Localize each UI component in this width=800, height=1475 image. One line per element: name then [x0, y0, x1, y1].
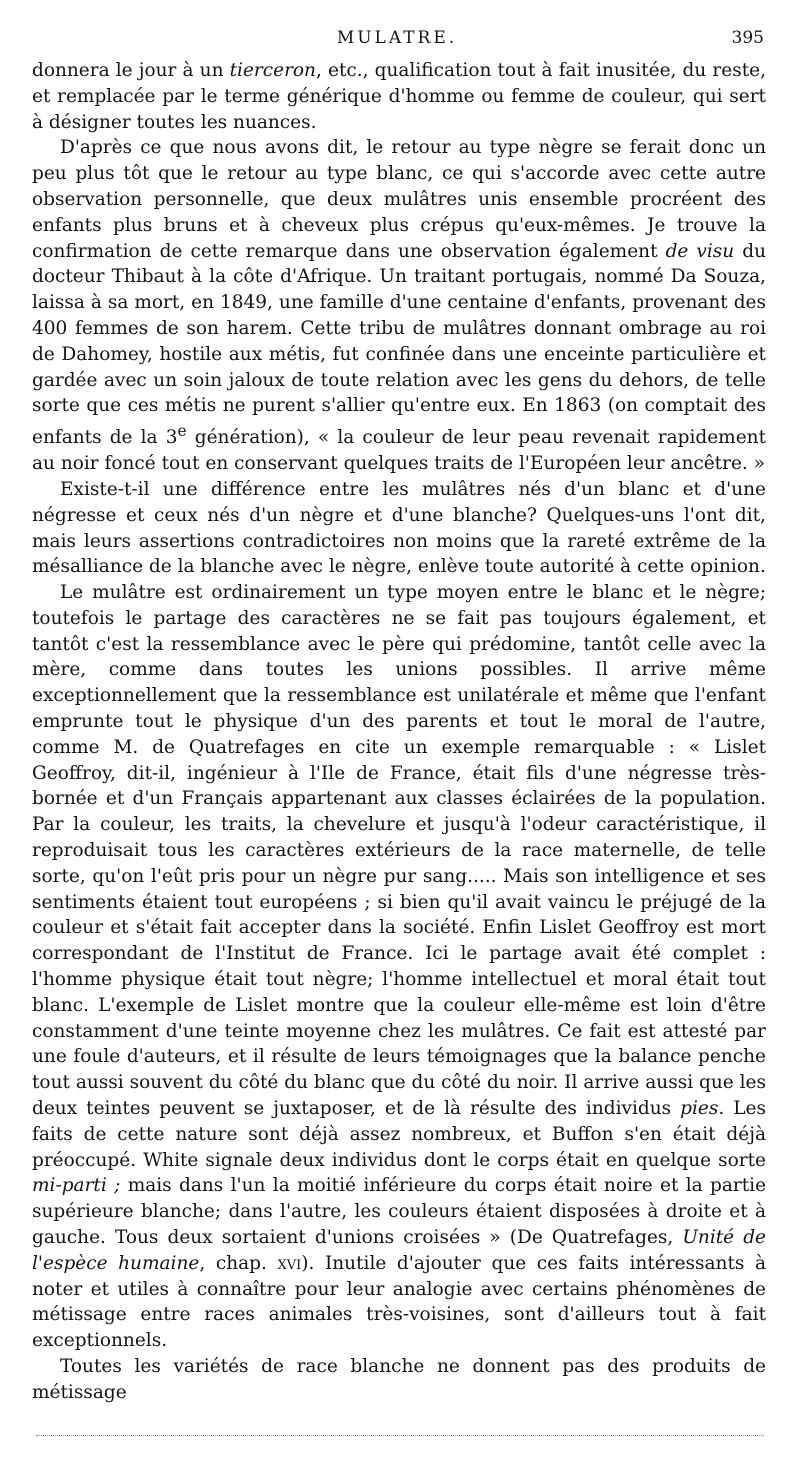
italic-text: de visu	[665, 240, 735, 262]
running-title: MULATRE.	[336, 28, 458, 48]
footer-dotted-rule	[36, 1435, 764, 1436]
smallcaps-text: xvi	[277, 1252, 302, 1274]
running-head	[30, 28, 764, 54]
text-run: , etc., qualification tout à fait inusitée, du reste, et remplacée par le terme générique d'homme ou femme de couleur, qui sert à désigner toutes les nuances.	[32, 60, 766, 133]
text-run: Existe-t-il une différence entre les mulâtres nés d'un blanc et d'une négresse et ceux nés d'un nègre et d'une blanche? Quelques-uns l'ont dit, mais leurs assertions contradictoires non moins que la rareté extrême de la mésalliance de la blanche avec le nègre, enlève toute autorité à cette opinion.	[32, 478, 766, 578]
text-run: génération), « la couleur de leur peau revenait rapidement au noir foncé tout en conservant quelques traits de l'Européen leur ancêtre. »	[32, 427, 767, 475]
text-run: Le mulâtre est ordinairement un type moyen entre le blanc et le nègre; toutefois le partage des caractères ne se fait pas toujours également, et tantôt c'est la ressemblance avec le père qui prédomine, tantôt celle avec la mère, comme dans toutes les unions possibles. Il arrive même exceptionnellement que la ressemblance est unilatérale et même que l'enfant emprunte tout le physique d'un des parents et tout le moral de l'autre, comme M. de Quatrefages en cite un exemple remarquable : « Lislet Geoffroy, dit-il, ingénieur à l'Ile de France, était fils d'une négresse très-bornée et d'un Français appartenant aux classes éclairées de la population. Par la couleur, les traits, la chevelure et jusqu'à l'odeur caractéristique, il reproduisait tous les caractères extérieurs de la race maternelle, de telle sorte, qu'on l'eût pris pour un nègre pur sang..... Mais son intelligence et ses sentiments étaient tout européens ; si bien qu'il avait vaincu le préjugé de la couleur et s'était fait accepter dans la société. Enfin Lislet Geoffroy est mort correspondant de l'Institut de France. Ici le partage avait été complet : l'homme physique était tout nègre; l'homme intellectuel et moral était tout blanc. L'exemple de Lislet montre que la couleur elle-même est loin d'être constamment d'une teinte moyenne chez les mulâtres. Ce fait est attesté par une foule d'auteurs, et il résulte de leurs témoignages que la balance penche tout aussi souvent du côté du blanc que du côté du noir. Il arrive aussi que les deux teintes peuvent se juxtaposer, et de là résulte des individus	[32, 582, 766, 1120]
body-text	[32, 58, 766, 1406]
text-run: , chap.	[199, 1252, 278, 1274]
text-run: . Les faits de cette nature sont déjà assez nombreux, et Buffon s'en était déjà préoccupé. White signale deux individus dont le corps était en quelque sorte	[32, 1098, 766, 1171]
paragraph	[32, 477, 766, 580]
paragraph	[32, 135, 766, 477]
superscript-text: e	[177, 422, 187, 441]
paragraph	[32, 580, 766, 1354]
paragraph	[32, 58, 766, 135]
paragraph	[32, 1354, 766, 1406]
italic-text: pies	[680, 1098, 719, 1120]
text-run: donnera le jour à un	[32, 60, 230, 81]
text-run: ). Inutile d'ajouter que ces faits intéressants à noter et utiles à connaître pour leur analogie avec certains phénomènes de métissage entre races animales très-voisines, sont d'ailleurs tout à fait exceptionnels.	[32, 1252, 767, 1352]
text-run: Toutes les variétés de race blanche ne donnent pas des produits de métissage	[32, 1356, 766, 1403]
italic-text: mi-parti ;	[32, 1175, 121, 1197]
italic-text: tierceron	[229, 60, 316, 81]
page-number: 395	[731, 28, 764, 48]
italic-text: Unité de l'espèce humaine	[32, 1227, 766, 1274]
text-run: du docteur Thibaut à la côte d'Afrique. Un traitant portugais, nommé Da Souza, laissa à sa mort, en 1849, une famille d'une centaine d'enfants, provenant des 400 femmes de son harem. Cette tribu de mulâtres donnant ombrage au roi de Dahomey, hostile aux métis, fut confinée dans une enceinte particulière et gardée avec un soin jaloux de toute relation avec les gens du dehors, de telle sorte que ces métis ne purent s'allier qu'entre eux. En 1863 (on comptait des enfants de la 3	[32, 240, 766, 449]
text-run: mais dans l'un la moitié inférieure du corps était noire et la partie supérieure blanche; dans l'autre, les couleurs étaient disposées à droite et à gauche. Tous deux sortaient d'unions croisées » (De Quatrefages,	[32, 1175, 767, 1249]
text-run: D'après ce que nous avons dit, le retour au type nègre se ferait donc un peu plus tôt que le retour au type blanc, ce qui s'accorde avec cette autre observation personnelle, que deux mulâtres unis ensemble procréent des enfants plus bruns et à cheveux plus crépus qu'eux-mêmes. Je trouve la confirmation de cette remarque dans une observation également	[32, 137, 766, 262]
